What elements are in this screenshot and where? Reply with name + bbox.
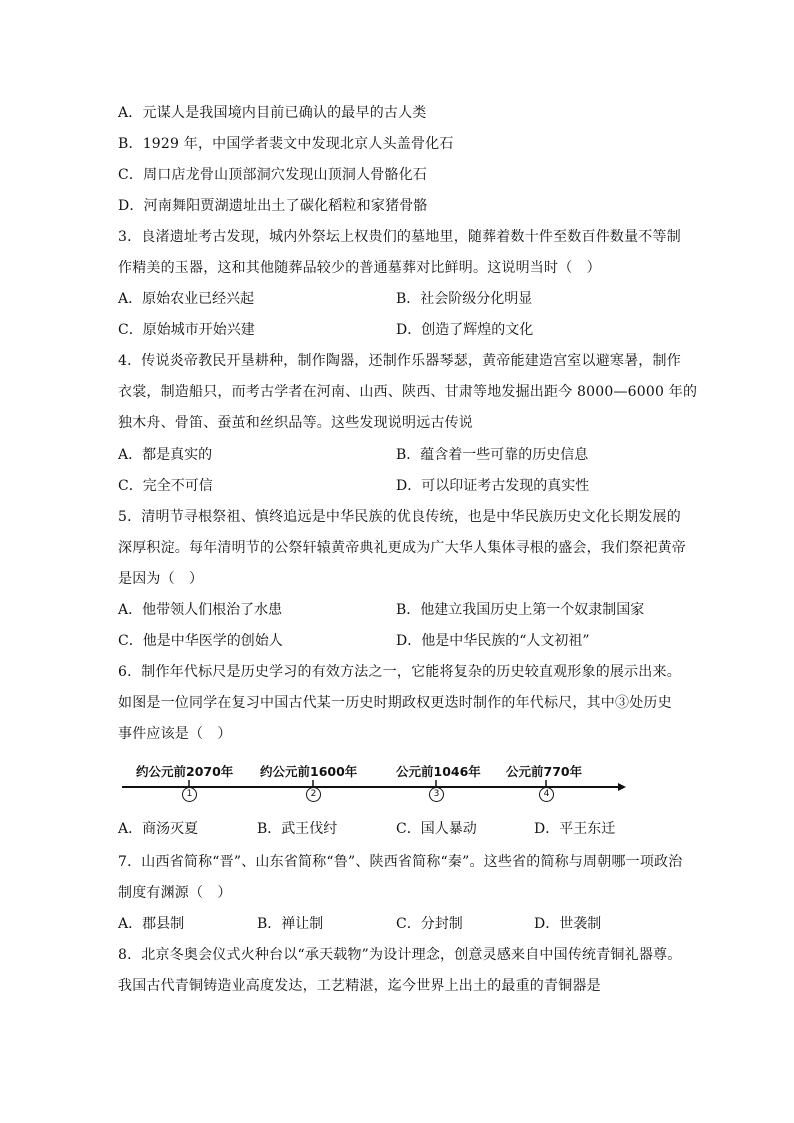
q5-stem-line1: 5．清明节寻根祭祖、慎终追远是中华民族的优良传统，也是中华民族历史文化长期发展的 <box>118 509 681 525</box>
q7-stem-line2: 制度有渊源（ ） <box>118 885 232 901</box>
q3-stem-line2: 作精美的玉器，这和其他随葬品较少的普通墓葬对比鲜明。这说明当时（ ） <box>118 260 601 276</box>
timeline-mark-2: 2 <box>306 787 321 802</box>
q6-option-a: A．商汤灭夏 <box>118 821 199 837</box>
q5-option-b: B．他建立我国历史上第一个奴隶制国家 <box>396 602 645 618</box>
q8-stem-line2: 我国古代青铜铸造业高度发达，工艺精湛，迄今世界上出土的最重的青铜器是 <box>118 978 601 994</box>
q7-option-b: B．禅让制 <box>257 916 324 932</box>
timeline-mark-4: 4 <box>539 787 554 802</box>
q3-option-d: D．创造了辉煌的文化 <box>396 322 534 338</box>
q3-stem-line1: 3．良渚遗址考古发现，城内外祭坛上权贵们的墓地里，随葬着数十件至数百件数量不等制 <box>118 229 681 245</box>
timeline-mark-1: 1 <box>182 787 197 802</box>
timeline-label-4: 公元前770年 <box>506 764 583 779</box>
q6-option-d: D．平王东迁 <box>534 821 616 837</box>
q5-stem-line3: 是因为（ ） <box>118 571 204 587</box>
q8-stem-line1: 8．北京冬奥会仪式火种台以“承天载物”为设计理念，创意灵感来自中国传统青铜礼器尊。 <box>118 947 682 963</box>
q5-option-a: A．他带领人们根治了水患 <box>118 602 283 618</box>
timeline-mark-3: 3 <box>429 787 444 802</box>
q6-option-c: C．国人暴动 <box>396 821 477 837</box>
q6-option-b: B．武王伐纣 <box>257 821 338 837</box>
q5-option-c: C．他是中华医学的创始人 <box>118 633 283 649</box>
q2-option-a: A．元谋人是我国境内目前已确认的最早的古人类 <box>118 105 427 121</box>
q7-option-d: D．世袭制 <box>534 916 602 932</box>
q4-option-a: A．都是真实的 <box>118 447 213 463</box>
q4-option-d: D．可以印证考古发现的真实性 <box>396 478 590 494</box>
q2-option-d: D．河南舞阳贾湖遗址出土了碳化稻粒和家猪骨骼 <box>118 198 428 214</box>
q6-stem-line3: 事件应该是（ ） <box>118 726 232 742</box>
q4-option-c: C．完全不可信 <box>118 478 213 494</box>
q3-option-c: C．原始城市开始兴建 <box>118 322 255 338</box>
q5-stem-line2: 深厚积淀。每年清明节的公祭轩辕黄帝典礼更成为广大华人集体寻根的盛会，我们祭祀黄帝 <box>118 540 686 556</box>
q7-stem-line1: 7．山西省简称“晋”、山东省简称“鲁”、陕西省简称“秦”。这些省的简称与周朝哪一项政治 <box>118 854 683 870</box>
timeline-figure <box>118 758 630 808</box>
timeline-label-1: 约公元前2070年 <box>136 764 234 779</box>
q4-stem-line1: 4．传说炎帝教民开垦耕种，制作陶器，还制作乐器琴瑟，黄帝能建造宫室以避寒暑，制作 <box>118 353 681 369</box>
q7-option-a: A．郡县制 <box>118 916 185 932</box>
q7-option-c: C．分封制 <box>396 916 463 932</box>
q4-stem-line3: 独木舟、骨笛、蚕茧和丝织品等。这些发现说明远古传说 <box>118 415 473 431</box>
timeline-label-2: 约公元前1600年 <box>260 764 358 779</box>
q2-option-c: C．周口店龙骨山顶部洞穴发现山顶洞人骨骼化石 <box>118 167 428 183</box>
q3-option-b: B．社会阶级分化明显 <box>396 291 533 307</box>
q5-option-d: D．他是中华民族的“人文初祖” <box>396 633 590 649</box>
q6-stem-line1: 6．制作年代标尺是历史学习的有效方法之一，它能将复杂的历史较直观形象的展示出来。 <box>118 664 681 680</box>
q4-stem-line2: 衣裳，制造船只，而考古学者在河南、山西、陕西、甘肃等地发掘出距今 8000—6000 年的 <box>118 384 698 400</box>
q6-stem-line2: 如图是一位同学在复习中国古代某一历史时期政权更迭时制作的年代标尺，其中③处历史 <box>118 695 672 711</box>
timeline-label-3: 公元前1046年 <box>396 764 481 779</box>
q4-option-b: B．蕴含着一些可靠的历史信息 <box>396 447 589 463</box>
q3-option-a: A．原始农业已经兴起 <box>118 291 255 307</box>
q2-option-b: B．1929 年，中国学者裴文中发现北京人头盖骨化石 <box>118 136 454 152</box>
